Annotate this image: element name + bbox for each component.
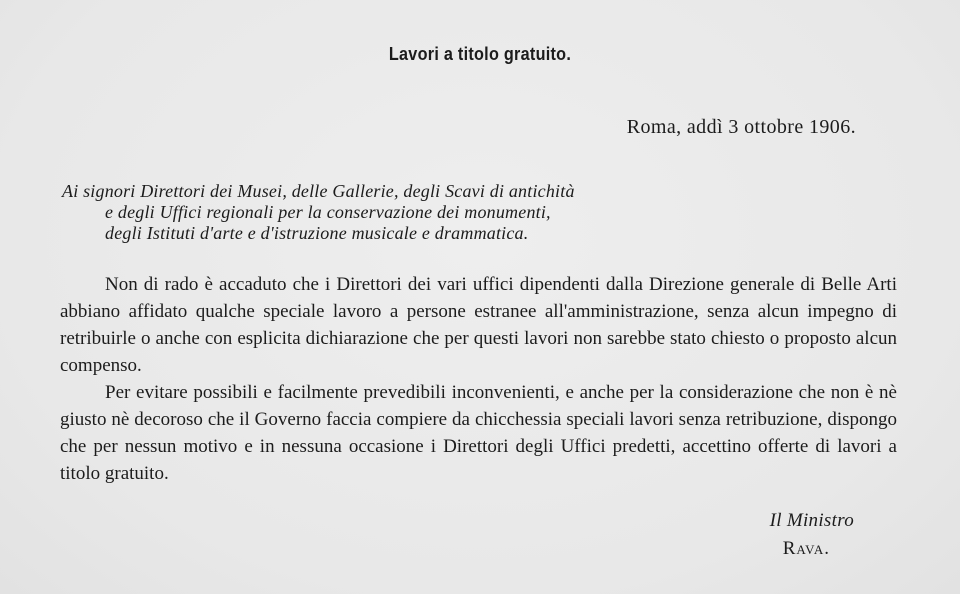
address-line: Ai signori Direttori dei Musei, delle Gallerie, degli Scavi di antichità <box>62 181 575 201</box>
paragraph: Non di rado è accaduto che i Direttori dei vari uffici dipendenti dalla Direzione generale di Belle Arti abbiano affidato qualche speciale lavoro a persone estranee all'amministrazione, senza alcun impegno di retribuirle o anche con esplicita dichiarazione che per questi lavori non sarebbe stato chiesto o proposto alcun compenso. <box>60 274 897 376</box>
address-line: degli Istituti d'arte e d'istruzione musicale e drammatica. <box>105 223 529 243</box>
paragraph: Per evitare possibili e facilmente prevedibili inconvenienti, e anche per la considerazione che non è nè giusto nè decoroso che il Governo faccia compiere da chicchessia speciali lavori senza retribuzione, dispongo che per nessun motivo e in nessuna occasione i Direttori degli Uffici predetti, accettino offerte di lavori a titolo gratuito. <box>60 382 897 484</box>
dateline: Roma, addì 3 ottobre 1906. <box>626 116 856 138</box>
signature-role: Il Ministro <box>769 510 854 531</box>
address-block <box>62 181 575 244</box>
signature-name: Rava. <box>782 538 830 559</box>
body-text <box>60 271 897 487</box>
document-title: Lavori a titolo gratuito. <box>388 44 572 64</box>
address-line: e degli Uffici regionali per la conservazione dei monumenti, <box>105 202 551 222</box>
